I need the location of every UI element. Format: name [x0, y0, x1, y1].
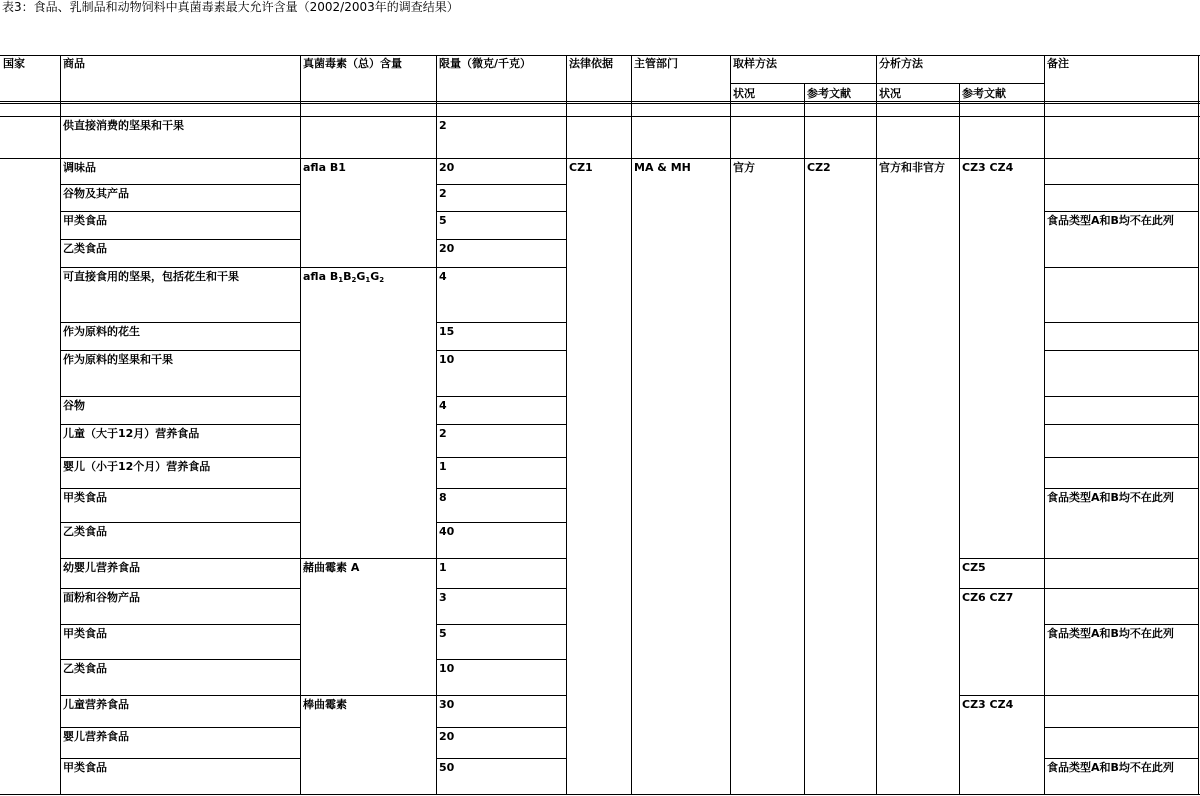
grid-line — [200, 488, 300, 489]
header-sampling-status: 状况 — [733, 87, 755, 100]
grid-line — [60, 322, 200, 323]
limit-cell: 5 — [439, 214, 447, 227]
mycotoxin-sub: 1 — [338, 276, 344, 284]
analysis-ref-value: CZ3 CZ4 — [962, 698, 1014, 711]
sampling-ref-value: CZ2 — [807, 161, 831, 174]
limit-cell: 2 — [439, 119, 447, 132]
limit-cell: 15 — [439, 325, 455, 338]
grid-line — [200, 396, 300, 397]
commodity-cell: 乙类食品 — [63, 242, 107, 255]
grid-line — [60, 55, 61, 795]
grid-line — [436, 267, 566, 268]
grid-line — [1044, 267, 1199, 268]
grid-line — [1044, 558, 1199, 559]
grid-line — [200, 695, 300, 696]
grid-line — [60, 588, 200, 589]
limit-cell: 2 — [439, 187, 447, 200]
header-country: 国家 — [3, 57, 25, 70]
header-analysis-status: 状况 — [879, 87, 901, 100]
commodity-cell: 儿童营养食品 — [63, 698, 129, 711]
commodity-cell: 谷物 — [63, 399, 85, 412]
authority-value: MA & MH — [634, 161, 691, 174]
limit-cell: 10 — [439, 662, 455, 675]
mycotoxin-letter: G — [370, 270, 380, 283]
analysis-status-value: 官方和非官方 — [879, 161, 945, 174]
grid-line — [436, 727, 566, 728]
grid-line — [200, 457, 300, 458]
limit-cell: 2 — [439, 427, 447, 440]
grid-line — [436, 55, 437, 795]
analysis-ref-value: CZ6 CZ7 — [962, 591, 1014, 604]
header-limit: 限量（微克/千克） — [439, 57, 532, 70]
grid-line — [436, 695, 566, 696]
mycotoxin-letter: G — [356, 270, 366, 283]
grid-line — [1044, 350, 1199, 351]
table-caption: 表3：食品、乳制品和动物饲料中真菌毒素最大允许含量（2002/2003年的调查结果） — [2, 0, 459, 14]
grid-line — [631, 55, 632, 795]
grid-line — [959, 588, 1044, 589]
commodity-cell: 面粉和谷物产品 — [63, 591, 140, 604]
limit-cell: 20 — [439, 161, 455, 174]
grid-line — [200, 624, 300, 625]
grid-line — [0, 158, 1200, 159]
grid-line — [1044, 758, 1199, 759]
grid-line — [876, 55, 877, 795]
limit-cell: 4 — [439, 399, 447, 412]
commodity-cell: 作为原料的花生 — [63, 325, 140, 338]
grid-line — [0, 103, 1200, 104]
grid-line — [436, 624, 566, 625]
mycotoxin-patulin: 棒曲霉素 — [303, 698, 347, 711]
grid-line — [60, 558, 200, 559]
grid-line — [0, 55, 1200, 56]
remark-text: 食品类型A和B均不在此列 — [1047, 491, 1174, 504]
grid-line — [300, 695, 436, 696]
grid-line — [1198, 55, 1199, 795]
grid-line — [60, 522, 200, 523]
remark-text: 食品类型A和B均不在此列 — [1047, 761, 1174, 774]
analysis-ref-value: CZ3 CZ4 — [962, 161, 1014, 174]
grid-line — [1044, 727, 1199, 728]
grid-line — [436, 457, 566, 458]
grid-line — [200, 350, 300, 351]
commodity-cell: 婴儿营养食品 — [63, 730, 129, 743]
header-authority: 主管部门 — [634, 57, 678, 70]
limit-cell: 5 — [439, 627, 447, 640]
grid-line — [60, 624, 200, 625]
remark-text: 食品类型A和B均不在此列 — [1047, 627, 1174, 640]
grid-line — [60, 695, 200, 696]
grid-line — [1044, 695, 1199, 696]
mycotoxin-afla-text: afla B — [303, 270, 339, 283]
grid-line — [200, 424, 300, 425]
grid-line — [1044, 488, 1199, 489]
grid-line — [60, 350, 200, 351]
grid-line — [200, 322, 300, 323]
grid-line — [200, 758, 300, 759]
grid-line — [1044, 588, 1199, 589]
grid-line — [60, 267, 200, 268]
grid-line — [436, 211, 566, 212]
grid-line — [1044, 184, 1199, 185]
grid-line — [436, 488, 566, 489]
grid-line — [60, 184, 200, 185]
mycotoxin-sub: 2 — [351, 276, 357, 284]
header-mycotoxin: 真菌毒素（总）含量 — [303, 57, 402, 70]
grid-line — [60, 488, 200, 489]
grid-line — [1044, 322, 1199, 323]
grid-line — [200, 239, 300, 240]
remark-text: 食品类型A和B均不在此列 — [1047, 214, 1174, 227]
limit-cell: 3 — [439, 591, 447, 604]
grid-line — [436, 588, 566, 589]
grid-line — [60, 211, 200, 212]
grid-line — [60, 457, 200, 458]
grid-line — [436, 424, 566, 425]
analysis-ref-value: CZ5 — [962, 561, 986, 574]
grid-line — [200, 184, 300, 185]
grid-line — [730, 55, 731, 795]
grid-line — [436, 758, 566, 759]
grid-line — [436, 522, 566, 523]
grid-line — [436, 350, 566, 351]
header-legal-basis: 法律依据 — [569, 57, 613, 70]
grid-line — [200, 659, 300, 660]
grid-line — [1044, 457, 1199, 458]
grid-line — [0, 101, 1200, 102]
commodity-cell: 幼婴儿营养食品 — [63, 561, 140, 574]
grid-line — [436, 184, 566, 185]
grid-line — [300, 55, 301, 795]
commodity-cell: 甲类食品 — [63, 761, 107, 774]
grid-line — [1044, 624, 1199, 625]
grid-line — [959, 695, 1044, 696]
header-analysis: 分析方法 — [879, 57, 923, 70]
grid-line — [0, 794, 1200, 795]
header-remarks: 备注 — [1047, 57, 1069, 70]
header-commodity: 商品 — [63, 57, 85, 70]
grid-line — [730, 83, 1044, 84]
commodity-cell: 乙类食品 — [63, 662, 107, 675]
grid-line — [60, 396, 200, 397]
limit-cell: 10 — [439, 353, 455, 366]
grid-line — [200, 522, 300, 523]
grid-line — [200, 588, 300, 589]
header-sampling: 取样方法 — [733, 57, 777, 70]
grid-line — [1044, 424, 1199, 425]
limit-cell: 20 — [439, 730, 455, 743]
grid-line — [436, 239, 566, 240]
grid-line — [200, 211, 300, 212]
commodity-cell: 调味品 — [63, 161, 96, 174]
grid-line — [300, 558, 436, 559]
grid-line — [436, 396, 566, 397]
grid-line — [436, 558, 566, 559]
commodity-cell: 谷物及其产品 — [63, 187, 129, 200]
header-analysis-ref: 参考文献 — [962, 87, 1006, 100]
commodity-cell: 可直接食用的坚果，包括花生和干果 — [63, 270, 239, 283]
limit-cell: 8 — [439, 491, 447, 504]
mycotoxin-sub: 2 — [379, 276, 385, 284]
grid-line — [0, 116, 1200, 117]
limit-cell: 1 — [439, 460, 447, 473]
grid-line — [1044, 211, 1199, 212]
commodity-cell: 供直接消费的坚果和干果 — [63, 119, 184, 132]
sampling-status-value: 官方 — [733, 161, 755, 174]
mycotoxin-sub: 1 — [365, 276, 371, 284]
limit-cell: 1 — [439, 561, 447, 574]
mycotoxin-letter: B — [343, 270, 352, 283]
limit-cell: 20 — [439, 242, 455, 255]
grid-line — [436, 659, 566, 660]
limit-cell: 30 — [439, 698, 455, 711]
commodity-cell: 甲类食品 — [63, 214, 107, 227]
grid-line — [200, 558, 300, 559]
grid-line — [60, 424, 200, 425]
grid-line — [200, 727, 300, 728]
limit-cell: 50 — [439, 761, 455, 774]
header-sampling-ref: 参考文献 — [807, 87, 851, 100]
grid-line — [60, 239, 200, 240]
mycotoxin-afla-b1b2g1g2 — [303, 270, 384, 283]
grid-line — [1044, 55, 1045, 795]
grid-line — [60, 659, 200, 660]
grid-line — [959, 83, 960, 795]
commodity-cell: 婴儿（小于12个月）营养食品 — [63, 460, 211, 473]
limit-cell: 4 — [439, 270, 447, 283]
commodity-cell: 作为原料的坚果和干果 — [63, 353, 173, 366]
mycotoxin-ochratoxin: 赭曲霉素 A — [303, 561, 360, 574]
grid-line — [300, 267, 436, 268]
legal-basis-value: CZ1 — [569, 161, 593, 174]
grid-line — [60, 758, 200, 759]
mycotoxin-afla-b1: afla B1 — [303, 161, 346, 174]
limit-cell: 40 — [439, 525, 455, 538]
commodity-cell: 儿童（大于12月）营养食品 — [63, 427, 200, 440]
grid-line — [959, 558, 1044, 559]
grid-line — [566, 55, 567, 795]
grid-line — [200, 267, 300, 268]
grid-line — [436, 322, 566, 323]
grid-line — [60, 727, 200, 728]
commodity-cell: 甲类食品 — [63, 491, 107, 504]
grid-line — [1044, 396, 1199, 397]
grid-line — [804, 83, 805, 795]
commodity-cell: 乙类食品 — [63, 525, 107, 538]
commodity-cell: 甲类食品 — [63, 627, 107, 640]
